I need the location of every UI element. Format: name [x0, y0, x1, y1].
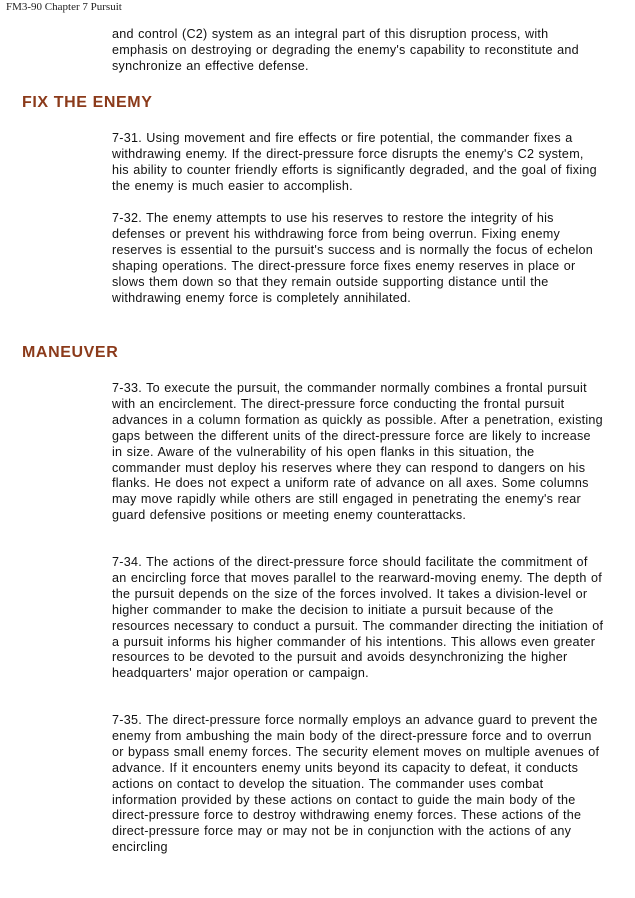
paragraph-7-31: 7-31. Using movement and fire effects or fire potential, the commander fixes a withdrawing enemy. If the direct-pressure force disrupts the enemy's C2 system, his ability to counter friendly efforts is significantly degraded, and the goal of fixing the enemy is much easier to accomplish.	[112, 131, 597, 193]
running-header: FM3-90 Chapter 7 Pursuit	[6, 1, 122, 13]
paragraph-7-32: 7-32. The enemy attempts to use his reserves to restore the integrity of his defenses or prevent his withdrawing force from being overrun. Fixing enemy reserves is essential to the pursuit's success and is normally the focus of echelon shaping operations. The direct-pressure force fixes enemy reserves in place or slows them down so that they remain outside supporting distance until the withdrawing enemy force is completely annihilated.	[112, 211, 594, 305]
paragraph-7-34: 7-34. The actions of the direct-pressure force should facilitate the commitment of an encircling force that moves parallel to the rearward-moving enemy. The depth of the pursuit depends on the size of the forces involved. It takes a division-level or higher commander to make the decision to initiate a pursuit because of the resources necessary to conduct a pursuit. The commander directing the initiation of a pursuit informs his higher commander of his intentions. This allows even greater resources to be devoted to the pursuit and avoids desynchronizing the higher headquarters' major operation or campaign.	[112, 555, 604, 681]
section-heading-fix-the-enemy: FIX THE ENEMY	[22, 94, 153, 111]
paragraph-7-33: 7-33. To execute the pursuit, the commander normally combines a frontal pursuit with an encirclement. The direct-pressure force conducting the frontal pursuit advances in a column formation as quickly as possible. After a penetration, existing gaps between the different units of the direct-pressure force are likely to increase in size. Aware of the vulnerability of his open flanks in this situation, the commander must deploy his reserves where they can respond to dangers on his flanks. He does not expect a uniform rate of advance on all axes. Some columns may move rapidly while others are still engaged in penetrating the enemy's rear guard defensive positions or meeting enemy counterattacks.	[112, 381, 603, 523]
section-heading-maneuver: MANEUVER	[22, 344, 119, 361]
intro-paragraph: and control (C2) system as an integral part of this disruption process, with emphasis on destroying or degrading the enemy's capability to reconstitute and synchronize an effective defense.	[112, 27, 579, 73]
paragraph-7-35: 7-35. The direct-pressure force normally employs an advance guard to prevent the enemy from ambushing the main body of the direct-pressure force and to overrun or bypass small enemy forces. The security element moves on multiple avenues of advance. If it encounters enemy units beyond its capacity to defeat, it conducts actions on contact to develop the situation. The commander uses combat information provided by these actions on contact to guide the main body of the direct-pressure force to destroy withdrawing enemy forces. These actions of the direct-pressure force may or may not be in conjunction with the actions of any encircling	[112, 713, 600, 855]
